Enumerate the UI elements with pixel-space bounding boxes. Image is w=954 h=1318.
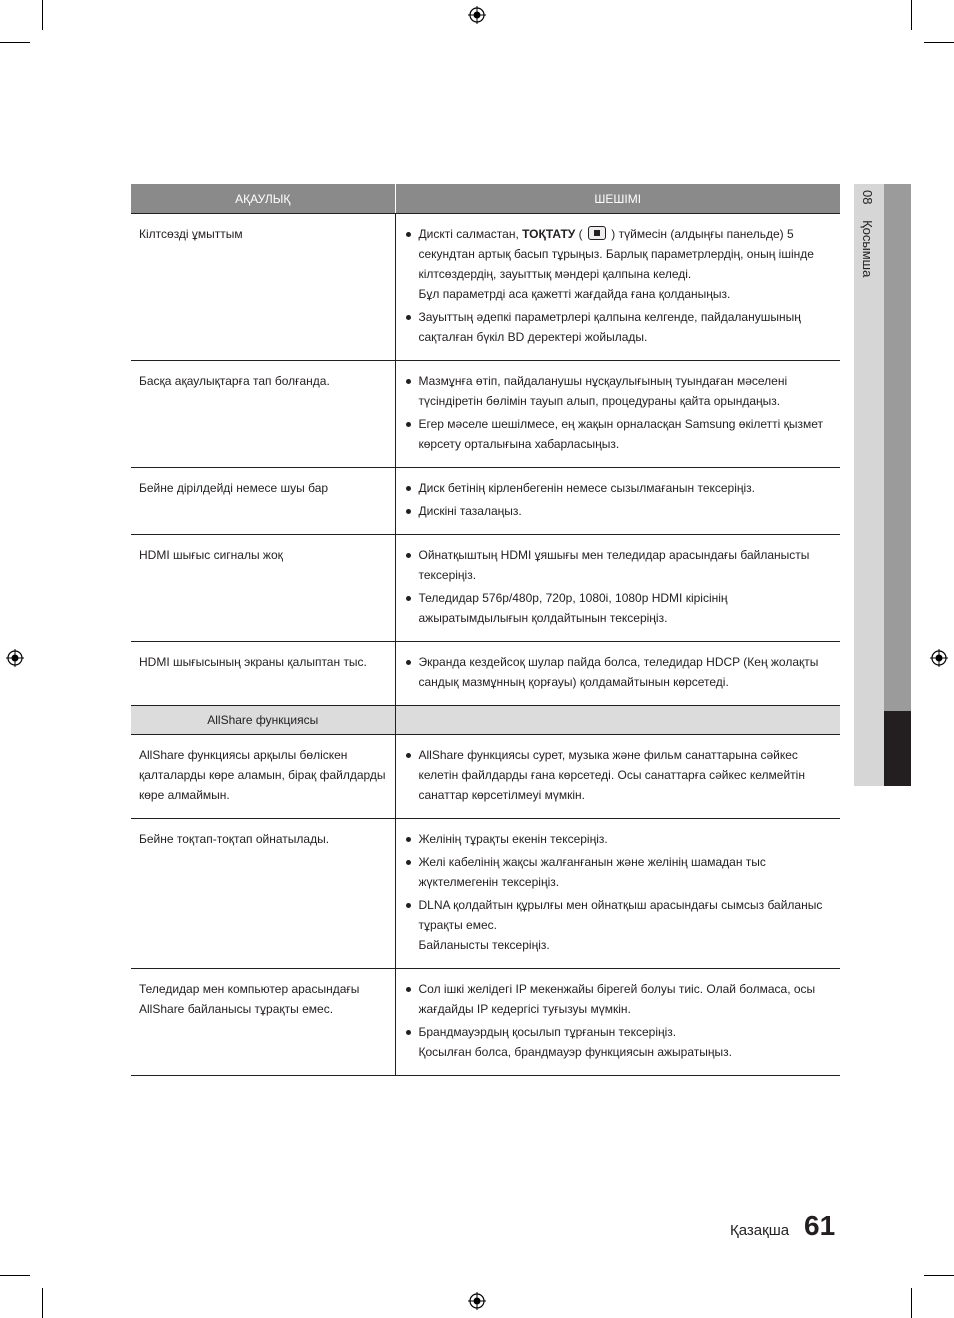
crop-mark (0, 42, 30, 43)
solution-item: Мазмұнға өтіп, пайдаланушы нұсқаулығының туындаған мәселені түсіндіретін бөлімін тауып алып, процедураны қайта орындаңыз. (404, 371, 839, 411)
solution-item: Брандмауэрдың қосылып тұрғанын тексеріңіз. Қосылған болса, брандмауэр функциясын ажыратыңыз. (404, 1022, 839, 1062)
crop-mark (911, 0, 912, 30)
problem-cell: HDMI шығыс сигналы жоқ (131, 535, 395, 642)
problem-cell: Бейне тоқтап-тоқтап ойнатылады. (131, 819, 395, 969)
header-solution: ШЕШІМІ (395, 184, 840, 214)
chapter-title: Қосымша (860, 220, 875, 278)
section-title: AllShare функциясы (131, 706, 395, 735)
problem-cell: HDMI шығысының экраны қалыптан тыс. (131, 642, 395, 706)
table-header-row (131, 184, 840, 214)
section-row (131, 706, 840, 735)
footer-language: Қазақша (730, 1222, 790, 1239)
header-problem: АҚАУЛЫҚ (131, 184, 395, 214)
crop-mark (42, 0, 43, 30)
crop-mark (42, 1288, 43, 1318)
solution-item: DLNA қолдайтын құрылғы мен ойнатқыш арасындағы сымсыз байланыс тұрақты емес. Байланысты тексеріңіз. (404, 895, 839, 955)
solution-item: Диск бетінің кірленбегенін немесе сызылмағанын тексеріңіз. (404, 478, 839, 498)
registration-mark-icon (468, 1292, 486, 1310)
solution-cell (395, 535, 840, 642)
table-row (131, 735, 840, 819)
registration-mark-icon (930, 649, 948, 667)
solution-item: Сол ішкі желідегі IP мекенжайы бірегей болуы тиіс. Олай болмаса, осы жағдайды IP кедергісі туғызуы мүмкін. (404, 979, 839, 1019)
stop-icon (588, 226, 606, 240)
crop-mark (924, 1275, 954, 1276)
table-row (131, 214, 840, 361)
solution-item: Дискіні тазалаңыз. (404, 501, 839, 521)
solution-item: Желі кабелінің жақсы жалғанғанын және желінің шамадан тыс жүктелмегенін тексеріңіз. (404, 852, 839, 892)
chapter-bar-marker (884, 711, 911, 786)
table-row (131, 819, 840, 969)
registration-mark-icon (6, 649, 24, 667)
solution-item: Желінің тұрақты екенін тексеріңіз. (404, 829, 839, 849)
solution-cell (395, 361, 840, 468)
page-number: 61 (804, 1210, 836, 1241)
solution-item: Зауыттың әдепкі параметрлері қалпына келгенде, пайдаланушының сақталған бүкіл BD деректері жойылады. (404, 307, 839, 347)
solution-cell (395, 214, 840, 361)
solution-item: Ойнатқыштың HDMI ұяшығы мен теледидар арасындағы байланысты тексеріңіз. (404, 545, 839, 585)
section-empty-cell (395, 706, 840, 735)
problem-cell: Теледидар мен компьютер арасындағы AllShare байланысы тұрақты емес. (131, 969, 395, 1076)
solution-item: AllShare функциясы сурет, музыка және фильм санаттарына сәйкес келетін файлдарды ғана көрсетеді. Осы санаттарға сәйкес келмейтін санаттар көрсетілмеуі мүмкін. (404, 745, 839, 805)
chapter-bar (884, 184, 911, 711)
table-row (131, 642, 840, 706)
solution-item: Теледидар 576p/480p, 720p, 1080i, 1080p HDMI кірісінің ажыратымдылығын қолдайтынын тексеріңіз. (404, 588, 839, 628)
chapter-number: 08 (860, 190, 875, 205)
solution-cell (395, 735, 840, 819)
crop-mark (0, 1275, 30, 1276)
table-row (131, 468, 840, 535)
solution-item: Егер мәселе шешілмесе, ең жақын орналасқан Samsung өкілетті қызмет көрсету орталығына хабарласыңыз. (404, 414, 839, 454)
problem-cell: Бейне дірілдейді немесе шуы бар (131, 468, 395, 535)
chapter-label (860, 190, 875, 277)
table-row (131, 969, 840, 1076)
stop-button-label: ТОҚТАТУ (522, 227, 576, 241)
troubleshooting-table (131, 184, 840, 1076)
table-row (131, 361, 840, 468)
solution-cell (395, 468, 840, 535)
solution-item: Экранда кездейсоқ шулар пайда болса, теледидар HDCP (Кең жолақты сандық мазмұнның қорғауы) қолдамайтынын көрсетеді. (404, 652, 839, 692)
registration-mark-icon (468, 6, 486, 24)
solution-cell (395, 969, 840, 1076)
crop-mark (911, 1288, 912, 1318)
solution-cell (395, 819, 840, 969)
problem-cell: AllShare функциясы арқылы бөліскен қалталарды көре аламын, бірақ файлдарды көре алмаймын. (131, 735, 395, 819)
solution-cell (395, 642, 840, 706)
solution-item: Дискті салмастан, ТОҚТАТУ ( ) түймесін (алдыңғы панельде) 5 секундтан артық басып тұрыңыз. Барлық параметрлердің, оның ішінде кілтсөздердің, зауыттық мәндері қалпына келеді. Бұл параметрді аса қажетті жағдайда ғана қолданыңыз. (404, 224, 839, 304)
crop-mark (924, 42, 954, 43)
table-row (131, 535, 840, 642)
problem-cell: Басқа ақаулықтарға тап болғанда. (131, 361, 395, 468)
problem-cell: Кілтсөзді ұмыттым (131, 214, 395, 361)
